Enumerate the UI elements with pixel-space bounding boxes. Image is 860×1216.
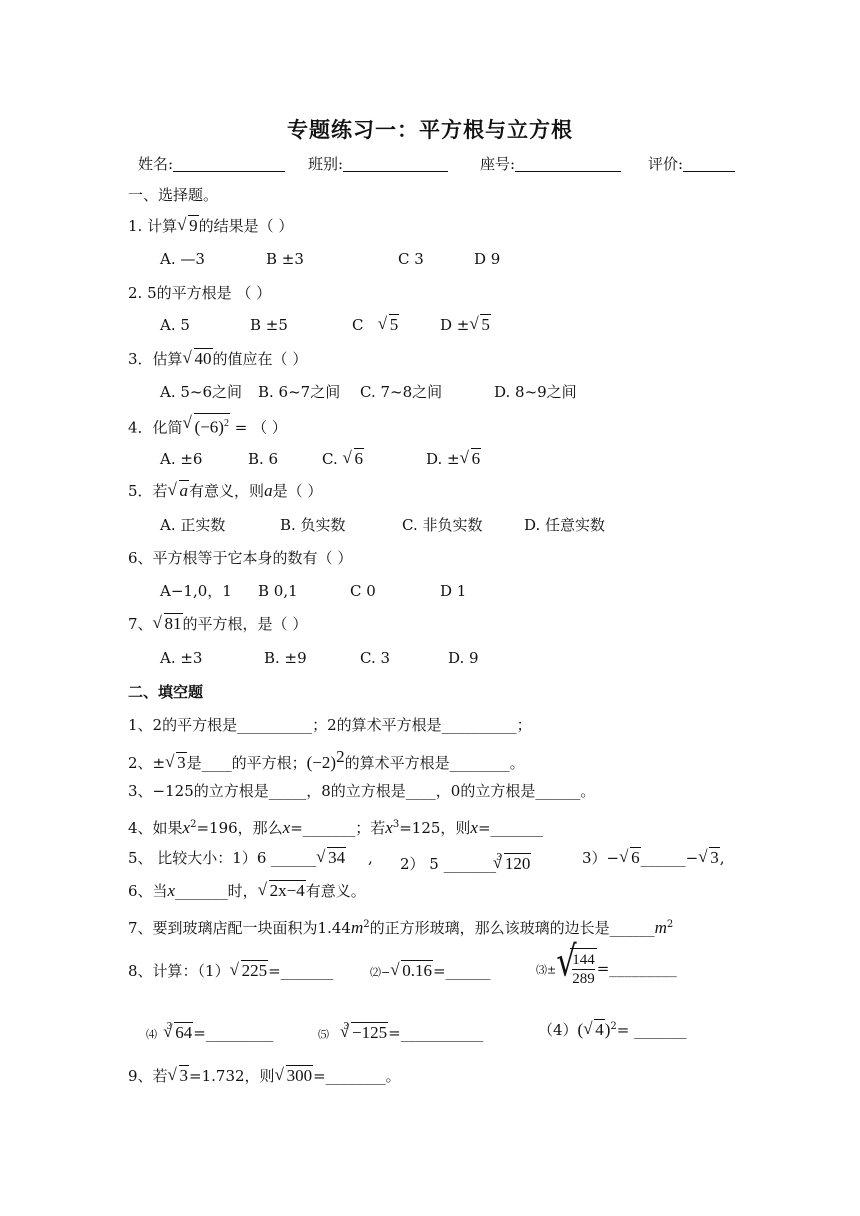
option-b[interactable]: B 0,1 bbox=[258, 582, 298, 600]
option-a[interactable]: A. 正实数 bbox=[160, 516, 226, 534]
question-2: 2. 5的平方根是 （ ） bbox=[128, 284, 272, 302]
option-b[interactable]: B. 负实数 bbox=[280, 516, 346, 534]
fill-question-9: 9、若√ 3=1.732，则√ 300=________。 bbox=[128, 1065, 401, 1087]
option-d[interactable]: D. 8~9之间 bbox=[494, 383, 577, 401]
fill-question-5: 5、 比较大小：1）6 ______√ 34 , 2） 5 _______$^3$√ 120 3）−√ 6______−√ 3, bbox=[128, 847, 848, 869]
option-c[interactable]: C. 3 bbox=[360, 649, 391, 667]
option-d[interactable]: D ±√ 5 bbox=[440, 314, 491, 336]
option-c[interactable]: C. 非负实数 bbox=[402, 516, 483, 534]
option-a[interactable]: A. ±3 bbox=[160, 649, 203, 667]
question-7: 7、√ 81的平方根，是（ ） bbox=[128, 613, 307, 635]
option-a[interactable]: A. 5 bbox=[160, 316, 190, 334]
section-choice-heading: 一、选择题。 bbox=[128, 186, 219, 204]
fill-question-4: 4、如果$x^2=196$，那么x=_______；若$x^3=125$，则x=_______ bbox=[128, 818, 544, 837]
option-a[interactable]: A−1,0，1 bbox=[160, 582, 232, 600]
seat-field[interactable]: 座号: bbox=[480, 153, 621, 174]
fill-question-7: 7、要到玻璃店配一块面积为$1.44m^2$的正方形玻璃，那么该玻璃的边长是$\_\_\_\_\_\_m^2$ bbox=[128, 918, 674, 937]
section-fill-heading: 二、填空题 bbox=[128, 683, 204, 701]
option-a[interactable]: A. —3 bbox=[160, 250, 205, 268]
option-c[interactable]: C 0 bbox=[350, 582, 376, 600]
option-a[interactable]: A. ±6 bbox=[160, 450, 203, 468]
question-3: 3．估算√ 40的值应在（ ） bbox=[128, 348, 307, 370]
option-c[interactable]: C. 7~8之间 bbox=[360, 383, 443, 401]
page-title: 专题练习一：平方根与立方根 bbox=[287, 118, 573, 142]
option-c[interactable]: C 3 bbox=[398, 250, 424, 268]
option-b[interactable]: B. 6 bbox=[248, 450, 279, 468]
class-field[interactable]: 班别: bbox=[308, 153, 448, 174]
question-4: 4．化简√ $(-6)^2$ = （ ） bbox=[128, 413, 287, 439]
fill-question-8: 8、计算：（1）√ 225=_______ ⑵−√ 0.16=______ ⑶± √ $\frac{144}{289}$ =_________ bbox=[128, 960, 848, 982]
option-b[interactable]: B ±5 bbox=[250, 316, 288, 334]
fill-question-8-row2: ⑷ $^3$√ 64=_________ ⑸ $^3$√ −125=___________ （4）(√ 4)$^2$= _______ bbox=[146, 1016, 846, 1046]
question-5: 5．若√ a有意义，则a是（ ） bbox=[128, 480, 322, 502]
option-d[interactable]: D. ±√ 6 bbox=[426, 448, 481, 470]
grade-field[interactable]: 评价: bbox=[648, 153, 735, 174]
question-1: 1. 计算√ 9的结果是（ ） bbox=[128, 215, 293, 237]
option-d[interactable]: D. 任意实数 bbox=[524, 516, 606, 534]
option-d[interactable]: D 1 bbox=[440, 582, 467, 600]
question-6: 6、平方根等于它本身的数有（ ） bbox=[128, 549, 353, 567]
option-a[interactable]: A. 5~6之间 bbox=[160, 383, 243, 401]
option-b[interactable]: B. ±9 bbox=[264, 649, 307, 667]
fill-question-6: 6、当x_______时，√ 2x−4有意义。 bbox=[128, 880, 366, 902]
fill-question-1: 1、2的平方根是__________；2的算术平方根是__________； bbox=[128, 716, 532, 734]
name-field[interactable]: 姓名: bbox=[138, 153, 285, 174]
option-d[interactable]: D. 9 bbox=[448, 649, 479, 667]
fill-question-2: 2、±√ 3是____的平方根；$(-2)^2$的算术平方根是________。 bbox=[128, 746, 525, 774]
option-d[interactable]: D 9 bbox=[474, 250, 501, 268]
option-c[interactable]: C √ 5 bbox=[352, 314, 399, 336]
option-b[interactable]: B. 6~7之间 bbox=[258, 383, 341, 401]
option-c[interactable]: C. √ 6 bbox=[322, 448, 364, 470]
fill-question-3: 3、−125的立方根是_____，8的立方根是____，0的立方根是______。 bbox=[128, 782, 596, 800]
option-b[interactable]: B ±3 bbox=[266, 250, 304, 268]
